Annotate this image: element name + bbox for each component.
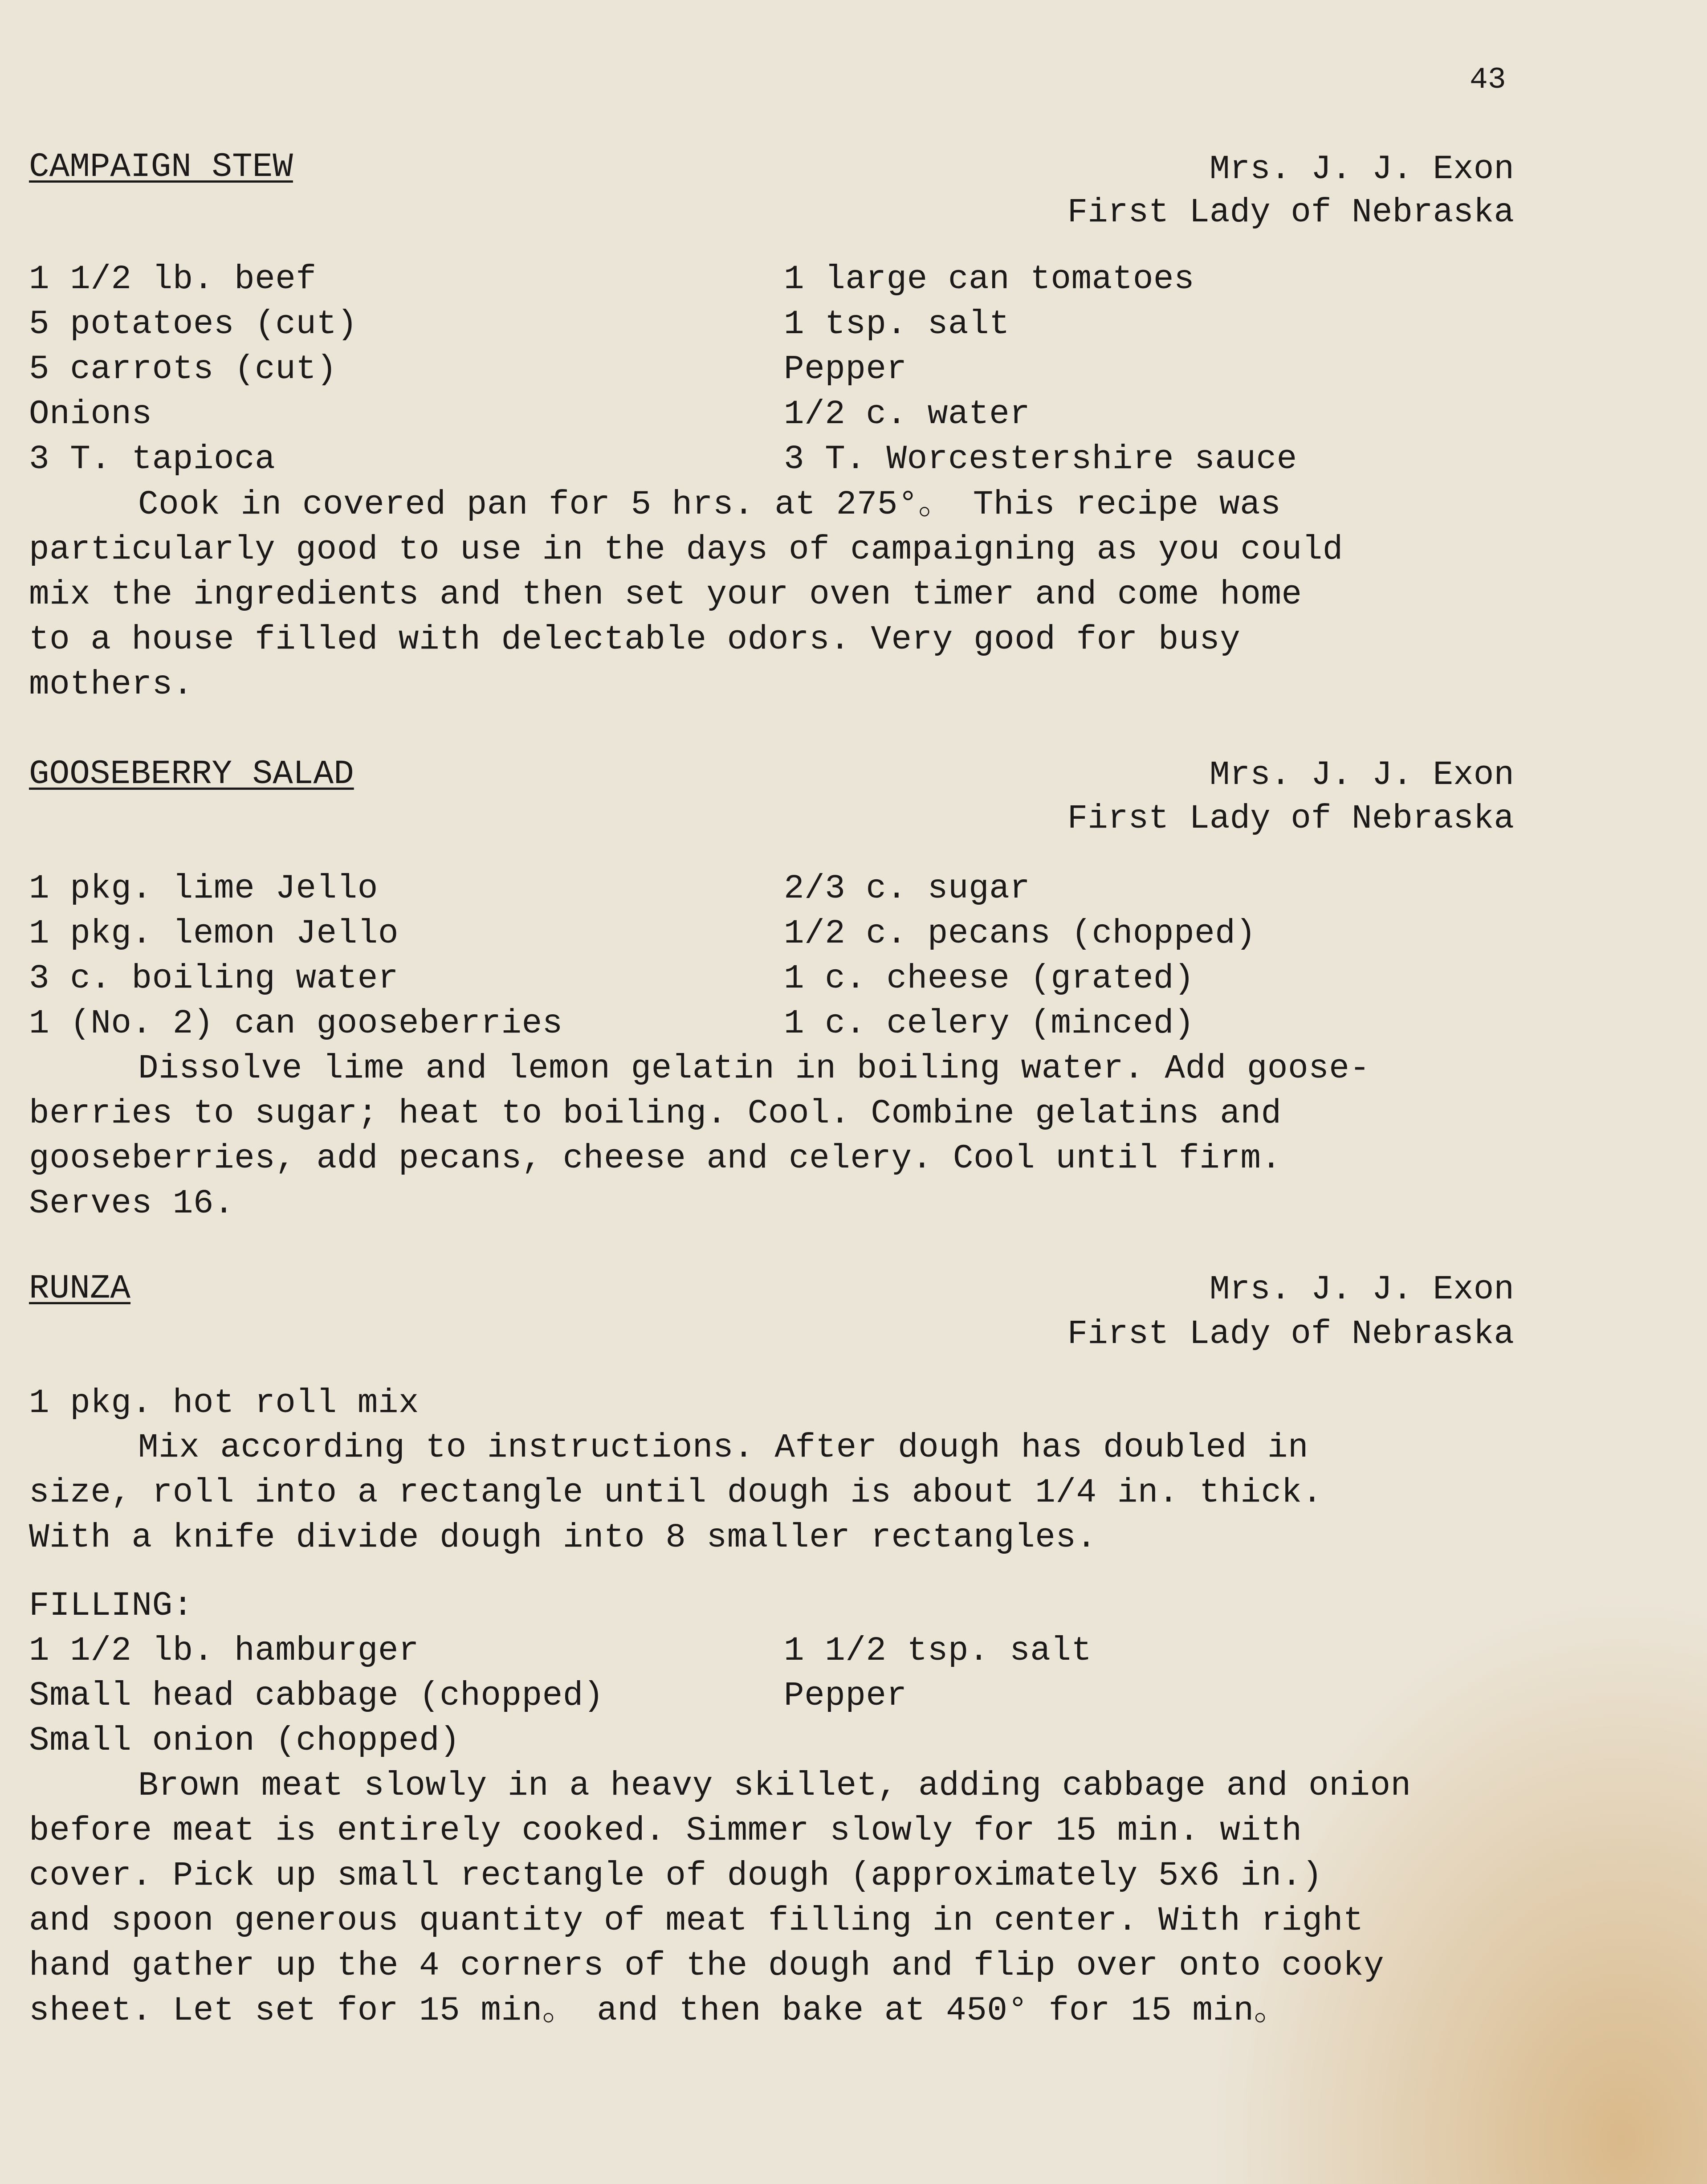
recipe-author-title: First Lady of Nebraska (1067, 193, 1514, 232)
direction-line: berries to sugar; heat to boiling. Cool. Combine gelatins and (29, 1094, 1282, 1133)
ingredient: Onions (29, 395, 152, 433)
recipe-title-campaign-stew: CAMPAIGN STEW (29, 148, 293, 186)
recipe-author-title: First Lady of Nebraska (1067, 800, 1514, 838)
ingredient: 1 pkg. lime Jello (29, 870, 378, 908)
direction-line: hand gather up the 4 corners of the dough and flip over onto cooky (29, 1947, 1385, 1985)
ingredient: 5 potatoes (cut) (29, 305, 358, 343)
ingredient: 1 pkg. hot roll mix (29, 1384, 420, 1422)
ingredient: 1 pkg. lemon Jello (29, 914, 399, 953)
ingredient: Small head cabbage (chopped) (29, 1677, 604, 1715)
ingredient: Small onion (chopped) (29, 1722, 460, 1760)
direction-line: Brown meat slowly in a heavy skillet, adding cabbage and onion (138, 1767, 1411, 1805)
recipe-author: Mrs. J. J. Exon (1209, 756, 1514, 794)
recipe-author: Mrs. J. J. Exon (1209, 150, 1514, 188)
ingredient: 1 1/2 tsp. salt (784, 1632, 1092, 1670)
ingredient: 1 1/2 lb. hamburger (29, 1632, 420, 1670)
ingredient: 3 T. Worcestershire sauce (784, 440, 1297, 478)
direction-line: With a knife divide dough into 8 smaller rectangles. (29, 1519, 1097, 1557)
ingredient: 1 c. celery (minced) (784, 1004, 1195, 1043)
recipe-title-runza: RUNZA (29, 1270, 131, 1308)
ingredient: 1 1/2 lb. beef (29, 260, 317, 298)
ingredient: 2/3 c. sugar (784, 870, 1031, 908)
ingredient: 5 carrots (cut) (29, 350, 337, 388)
page-number: 43 (1470, 63, 1506, 97)
direction-line: Dissolve lime and lemon gelatin in boiling water. Add goose- (138, 1049, 1370, 1088)
direction-line: size, roll into a rectangle until dough is about 1/4 in. thick. (29, 1474, 1323, 1512)
direction-line: Mix according to instructions. After dough has doubled in (138, 1429, 1309, 1467)
ingredient: 3 T. tapioca (29, 440, 276, 478)
direction-line: gooseberries, add pecans, cheese and celery. Cool until firm. (29, 1139, 1282, 1178)
direction-line: sheet. Let set for 15 min。 and then bake at 450° for 15 min。 (29, 1992, 1288, 2030)
ingredient: 1 (No. 2) can gooseberries (29, 1004, 563, 1043)
direction-line: mix the ingredients and then set your oven timer and come home (29, 576, 1302, 614)
direction-line: cover. Pick up small rectangle of dough (approximately 5x6 in.) (29, 1857, 1323, 1895)
recipe-author: Mrs. J. J. Exon (1209, 1270, 1514, 1309)
ingredient: 1/2 c. pecans (chopped) (784, 914, 1256, 953)
direction-line: particularly good to use in the days of campaigning as you could (29, 531, 1343, 569)
direction-line: to a house filled with delectable odors. Very good for busy (29, 621, 1241, 659)
ingredient: 1 tsp. salt (784, 305, 1010, 343)
recipe-title-gooseberry-salad: GOOSEBERRY SALAD (29, 755, 354, 793)
ingredient: Pepper (784, 1677, 907, 1715)
direction-line: and spoon generous quantity of meat filling in center. With right (29, 1902, 1364, 1940)
recipe-author-title: First Lady of Nebraska (1067, 1315, 1514, 1353)
ingredient: 1/2 c. water (784, 395, 1031, 433)
direction-line: Serves 16. (29, 1184, 235, 1223)
ingredient: 1 large can tomatoes (784, 260, 1195, 298)
filling-label: FILLING: (29, 1587, 193, 1625)
direction-line: Cook in covered pan for 5 hrs. at 275°。 This recipe was (138, 486, 1281, 524)
ingredient: 1 c. cheese (grated) (784, 959, 1195, 998)
direction-line: before meat is entirely cooked. Simmer slowly for 15 min. with (29, 1812, 1302, 1850)
ingredient: Pepper (784, 350, 907, 388)
ingredient: 3 c. boiling water (29, 959, 399, 998)
direction-line: mothers. (29, 665, 193, 704)
